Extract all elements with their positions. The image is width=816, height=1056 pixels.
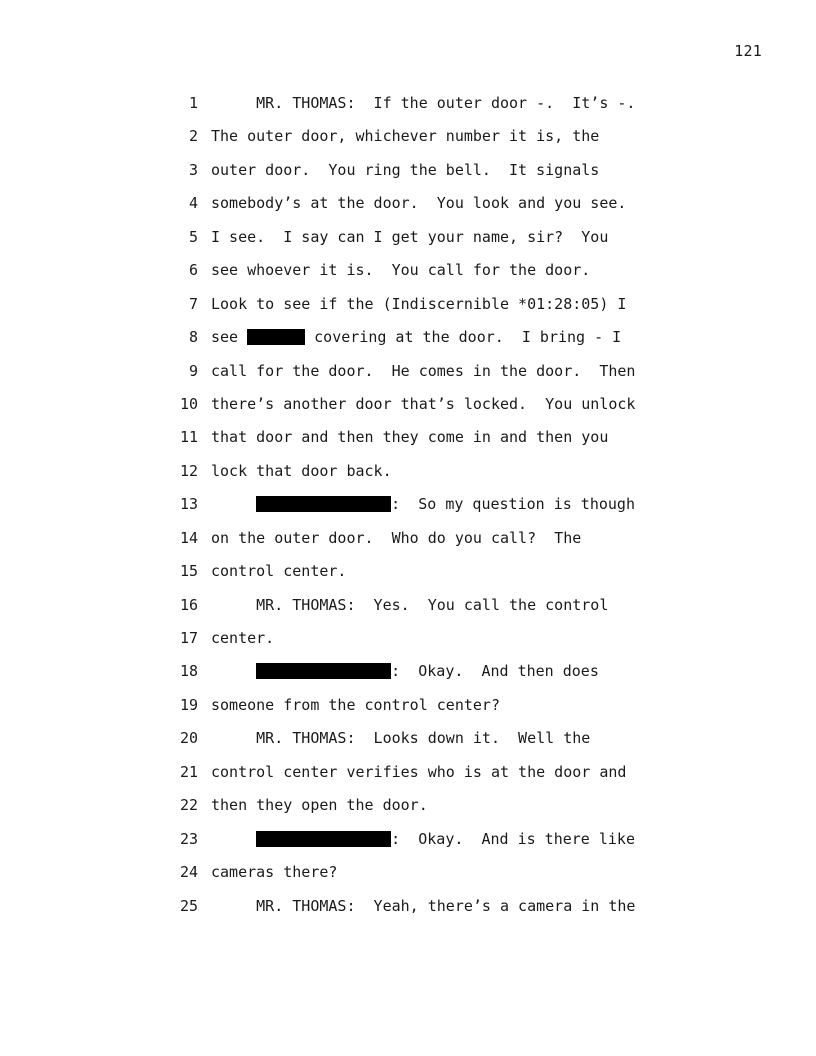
line-text-segment: The outer door, whichever number it is, the bbox=[211, 127, 600, 146]
line-text bbox=[211, 388, 635, 421]
line-text-segment: : So my question is though bbox=[391, 495, 635, 514]
line-text-segment bbox=[211, 830, 256, 848]
line-text bbox=[211, 555, 346, 588]
transcript-line bbox=[0, 890, 816, 923]
line-text-segment: covering at the door. I bring - I bbox=[305, 328, 622, 347]
line-number: 11 bbox=[179, 428, 198, 447]
line-number: 4 bbox=[188, 194, 198, 213]
line-text bbox=[211, 890, 635, 923]
redaction-block bbox=[256, 496, 391, 512]
transcript-line bbox=[0, 187, 816, 220]
transcript-line bbox=[0, 856, 816, 889]
transcript-line bbox=[0, 622, 816, 655]
transcript-line bbox=[0, 154, 816, 187]
line-text-segment: center. bbox=[211, 629, 275, 647]
line-number: 24 bbox=[179, 863, 198, 882]
line-text-segment: someone from the control center? bbox=[211, 695, 500, 714]
transcript-line bbox=[0, 555, 816, 588]
line-text-segment: : Okay. And then does bbox=[391, 662, 599, 681]
transcript-line bbox=[0, 221, 816, 254]
line-text bbox=[211, 288, 626, 321]
line-text-segment: MR. THOMAS: Yes. You call the control bbox=[211, 595, 609, 614]
line-text-segment: then they open the door. bbox=[211, 796, 428, 815]
transcript-line bbox=[0, 689, 816, 722]
line-number: 3 bbox=[188, 160, 198, 179]
transcript-line bbox=[0, 388, 816, 421]
line-text bbox=[211, 154, 599, 187]
line-text-segment: see bbox=[211, 328, 248, 347]
line-text-segment: MR. THOMAS: Yeah, there’s a camera in the bbox=[211, 896, 636, 915]
line-number: 1 bbox=[188, 94, 198, 112]
line-text bbox=[211, 622, 274, 655]
transcript-line bbox=[0, 756, 816, 789]
transcript-line bbox=[0, 655, 816, 688]
line-text-segment: on the outer door. Who do you call? The bbox=[211, 528, 582, 547]
line-number: 2 bbox=[188, 127, 198, 146]
line-text bbox=[211, 589, 608, 622]
transcript-line bbox=[0, 455, 816, 488]
line-number: 17 bbox=[179, 629, 198, 647]
line-number: 10 bbox=[179, 394, 198, 413]
line-number: 6 bbox=[188, 261, 198, 280]
line-text bbox=[211, 321, 621, 354]
transcript-line bbox=[0, 789, 816, 822]
line-text-segment: Look to see if the (Indiscernible *01:28:05) I bbox=[211, 294, 627, 313]
transcript-line bbox=[0, 120, 816, 153]
line-text bbox=[211, 187, 626, 220]
line-text-segment: there’s another door that’s locked. You unlock bbox=[211, 394, 636, 413]
line-number: 16 bbox=[179, 595, 198, 614]
transcript-line bbox=[0, 355, 816, 388]
line-number: 25 bbox=[179, 896, 198, 915]
transcript-line bbox=[0, 823, 816, 856]
transcript-body bbox=[0, 87, 816, 923]
transcript-line bbox=[0, 254, 816, 287]
line-text-segment bbox=[211, 662, 256, 680]
line-text bbox=[211, 87, 635, 120]
line-text-segment: : Okay. And is there like bbox=[391, 829, 635, 848]
line-text-segment bbox=[211, 495, 256, 513]
line-text-segment: that door and then they come in and then you bbox=[211, 428, 609, 447]
transcript-line bbox=[0, 87, 816, 120]
line-number: 22 bbox=[179, 796, 198, 815]
line-text bbox=[211, 789, 428, 822]
line-text bbox=[211, 655, 599, 688]
line-number: 15 bbox=[179, 562, 198, 581]
line-number: 13 bbox=[179, 495, 198, 514]
line-text bbox=[211, 488, 635, 521]
line-text-segment: I see. I say can I get your name, sir? You bbox=[211, 227, 609, 246]
line-number: 23 bbox=[179, 829, 198, 848]
page-number: 121 bbox=[734, 42, 762, 60]
line-text-segment: somebody’s at the door. You look and you see. bbox=[211, 194, 627, 213]
redaction-block bbox=[247, 329, 305, 345]
line-number: 12 bbox=[179, 461, 198, 480]
line-text-segment: control center. bbox=[211, 562, 347, 581]
transcript-line bbox=[0, 589, 816, 622]
line-number: 21 bbox=[179, 762, 198, 781]
line-text-segment: control center verifies who is at the door and bbox=[211, 762, 627, 781]
line-text bbox=[211, 421, 608, 454]
line-text bbox=[211, 823, 635, 856]
line-text bbox=[211, 355, 635, 388]
line-text bbox=[211, 455, 392, 488]
transcript-line bbox=[0, 288, 816, 321]
line-number: 8 bbox=[188, 328, 198, 347]
line-text-segment: outer door. You ring the bell. It signals bbox=[211, 160, 600, 179]
line-text bbox=[211, 254, 590, 287]
transcript-line bbox=[0, 488, 816, 521]
line-text bbox=[211, 689, 500, 722]
transcript-line bbox=[0, 722, 816, 755]
line-text bbox=[211, 221, 608, 254]
line-text-segment: see whoever it is. You call for the door. bbox=[211, 261, 591, 280]
line-text bbox=[211, 522, 581, 555]
line-number: 20 bbox=[179, 729, 198, 748]
line-number: 14 bbox=[179, 528, 198, 547]
line-text-segment: lock that door back. bbox=[211, 461, 392, 480]
line-number: 9 bbox=[188, 361, 198, 380]
line-text-segment: call for the door. He comes in the door. Then bbox=[211, 361, 636, 380]
line-text-segment: cameras there? bbox=[211, 863, 338, 882]
line-text bbox=[211, 756, 626, 789]
transcript-line bbox=[0, 421, 816, 454]
line-text-segment: MR. THOMAS: Looks down it. Well the bbox=[211, 729, 591, 748]
line-text bbox=[211, 856, 337, 889]
transcript-line bbox=[0, 522, 816, 555]
line-number: 18 bbox=[179, 662, 198, 681]
line-number: 7 bbox=[188, 294, 198, 313]
line-text-segment: MR. THOMAS: If the outer door -. It’s -. bbox=[211, 94, 636, 112]
line-number: 5 bbox=[188, 227, 198, 246]
transcript-line bbox=[0, 321, 816, 354]
line-number: 19 bbox=[179, 695, 198, 714]
redaction-block bbox=[256, 831, 391, 847]
redaction-block bbox=[256, 663, 391, 679]
line-text bbox=[211, 722, 590, 755]
line-text bbox=[211, 120, 599, 153]
